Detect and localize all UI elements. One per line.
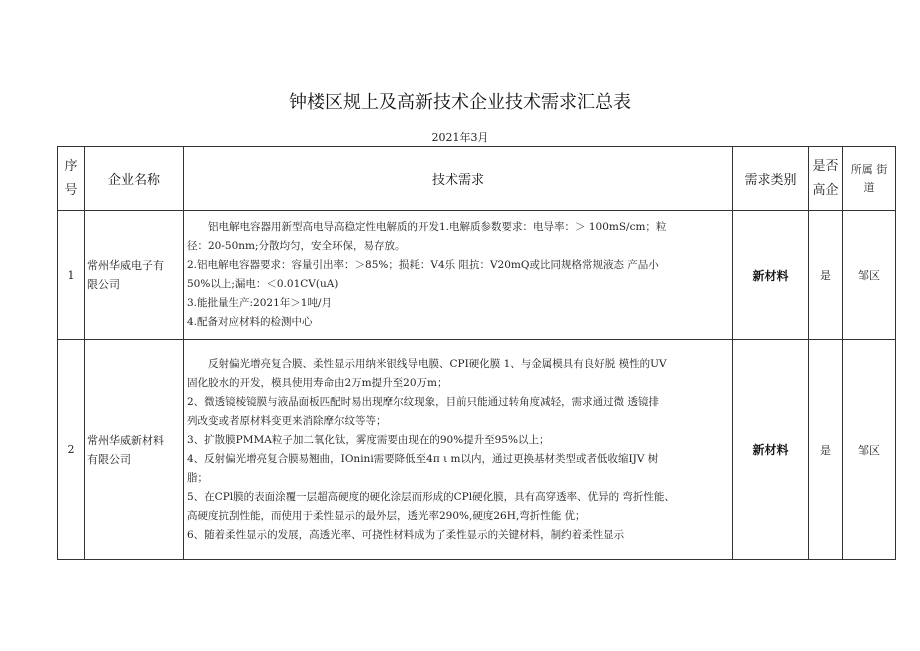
row-company xyxy=(85,211,184,340)
header-hitech-line2: 高企 xyxy=(812,182,839,198)
row-company-line1: 常州华威新材料 xyxy=(87,433,164,447)
header-hitech xyxy=(809,147,843,211)
row-category: 新材料 xyxy=(733,340,809,560)
tech-line: 脂； xyxy=(187,471,208,484)
row-company-line2: 限公司 xyxy=(87,278,120,291)
row-company xyxy=(85,340,184,560)
header-seq xyxy=(58,147,85,211)
tech-line: 50%以上;漏电：＜0.01CV(uA) xyxy=(187,278,339,290)
header-seq-line2: 号 xyxy=(64,182,78,198)
header-category: 需求类别 xyxy=(733,147,809,211)
row-category: 新材料 xyxy=(733,211,809,340)
header-street-line1: 所属 街 xyxy=(850,162,888,176)
tech-line: 列改变或者原材料变更来消除摩尔纹等等； xyxy=(187,414,387,427)
row-company-line1: 常州华威电子有 xyxy=(87,259,164,272)
row-street: 邹区 xyxy=(843,340,896,560)
tech-line: 2.铝电解电容器要求：容量引出率：＞85%；损耗：V4乐 阻抗：V20mQ或比同规格常规液态 产品小 xyxy=(187,259,659,271)
tech-line: 固化胶水的开发，模具使用寿命由2万m提升至20万m； xyxy=(187,376,448,389)
row-company-line2: 有限公司 xyxy=(87,452,131,466)
row-seq: 1 xyxy=(58,211,85,340)
header-hitech-line1: 是否 xyxy=(812,158,839,174)
header-tech: 技术需求 xyxy=(184,147,733,211)
row-tech-demand xyxy=(184,340,733,560)
header-seq-line1: 序 xyxy=(64,158,78,174)
tech-line: 2、微透镜棱镜膜与液晶面板匹配时易出现摩尔纹现象，目前只能通过转角度减轻，需求通过微 透镜排 xyxy=(187,395,660,408)
tech-line: 3.能批量生产:2021年＞1吨/月 xyxy=(187,297,332,309)
header-street xyxy=(843,147,896,211)
document-date: 2021年3月 xyxy=(431,131,489,144)
tech-line: 5、在CPl膜的表面涂覆一层超高硬度的硬化涂层而形成的CPl硬化膜，具有高穿透率、优异的 弯折性能、 xyxy=(187,490,675,503)
row-hitech: 是 xyxy=(809,340,843,560)
tech-line: 4、反射偏光增亮复合膜易翘曲，IOnini需要降低至4π ι m以内，通过更换基材类型或者低收缩IJV 树 xyxy=(187,452,659,465)
table-row xyxy=(58,340,896,560)
table-row xyxy=(58,211,896,340)
row-seq: 2 xyxy=(58,340,85,560)
tech-line: 6、随着柔性显示的发展，高透光率、可挠性材料成为了柔性显示的关键材料，制约着柔性显示 xyxy=(187,528,625,541)
tech-line: 4.配备对应材料的检测中心 xyxy=(187,316,313,328)
tech-line: 3、扩散膜PMMA粒子加二氧化钛，雾度需要由现在的90%提升至95%以上； xyxy=(187,433,550,446)
header-street-line2: 道 xyxy=(863,180,875,194)
row-tech-demand xyxy=(184,211,733,340)
row-hitech: 是 xyxy=(809,211,843,340)
tech-line: 铝电解电容器用新型高电导高稳定性电解质的开发1.电解质参数要求：电导率：＞ 100mS/cm；粒 xyxy=(208,221,667,233)
page-title: 钟楼区规上及高新技术企业技术需求汇总表 xyxy=(289,92,631,113)
tech-line: 高硬度抗刮性能，而使用于柔性显示的最外层，透光率290%,硬度26H,弯折性能 优； xyxy=(187,509,586,522)
tech-demand-table xyxy=(57,146,896,560)
header-company: 企业名称 xyxy=(85,147,184,211)
tech-line: 反射偏光增亮复合膜、柔性显示用纳米银线导电膜、CPI硬化膜 1、与金属模具有良好脱 模性的UV xyxy=(208,357,667,370)
tech-line: 径：20-50nm;分散均匀，安全环保，易存放。 xyxy=(187,240,406,252)
row-street: 邹区 xyxy=(843,211,896,340)
table-header-row xyxy=(58,147,896,211)
